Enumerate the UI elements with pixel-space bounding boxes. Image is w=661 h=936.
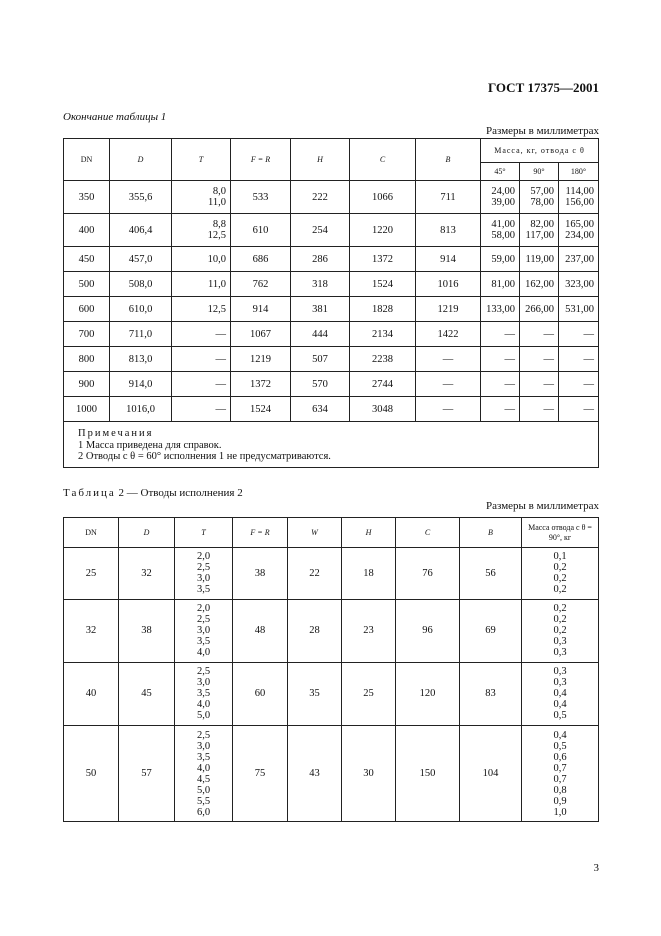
- cell-t-line: —: [215, 328, 226, 340]
- cell-c: 1372: [350, 247, 416, 272]
- cell-c: 1066: [350, 181, 416, 214]
- cell-h: 507: [291, 347, 350, 372]
- cell-fr: 762: [231, 272, 291, 297]
- cell-m45-line: 24,00: [491, 186, 515, 197]
- table-row: [64, 347, 599, 372]
- table-row: [64, 662, 599, 725]
- cell-m180-line: 234,00: [565, 230, 594, 241]
- cell-t: [172, 214, 231, 247]
- cell-m180: [559, 297, 599, 322]
- cell-dn: 350: [64, 181, 110, 214]
- cell-t-line: 3,0: [196, 573, 211, 585]
- cell-m180: [559, 272, 599, 297]
- cell-d: 38: [119, 599, 175, 662]
- cell-c: 150: [396, 725, 460, 822]
- cell-c: 1524: [350, 272, 416, 297]
- cell-m90: [520, 397, 559, 422]
- cell-d: 610,0: [110, 297, 172, 322]
- cell-t-line: 2,5: [196, 666, 211, 678]
- cell-t-line: 11,0: [208, 278, 226, 290]
- cell-c: 76: [396, 548, 460, 600]
- cell-fr: 914: [231, 297, 291, 322]
- cell-mass-line: 0,3: [553, 666, 567, 678]
- cell-m90: [520, 247, 559, 272]
- cell-t: [172, 372, 231, 397]
- cell-mass-line: 0,7: [553, 762, 567, 774]
- cell-mass: [522, 725, 599, 822]
- cell-mass-line: 0,4: [553, 688, 567, 700]
- cell-t-line: 12,5: [207, 230, 226, 241]
- table2-title: [63, 487, 243, 499]
- cell-dn: 700: [64, 322, 110, 347]
- cell-t-line: 2,5: [196, 614, 211, 626]
- t2-header-t: T: [175, 518, 233, 548]
- cell-mass: [522, 548, 599, 600]
- cell-mass-line: 0,7: [553, 773, 567, 785]
- cell-c: 96: [396, 599, 460, 662]
- cell-d: 45: [119, 662, 175, 725]
- cell-fr: 75: [233, 725, 288, 822]
- cell-mass-line: 0,3: [553, 636, 567, 648]
- cell-t-line: 4,0: [196, 762, 211, 774]
- cell-dn: 800: [64, 347, 110, 372]
- table-row: [64, 322, 599, 347]
- cell-t-line: 3,5: [196, 688, 211, 700]
- cell-t-line: 3,0: [196, 677, 211, 689]
- cell-d: 406,4: [110, 214, 172, 247]
- cell-d: 1016,0: [110, 397, 172, 422]
- cell-fr: 686: [231, 247, 291, 272]
- cell-dn: 40: [64, 662, 119, 725]
- cell-t-line: 6,0: [196, 806, 211, 818]
- cell-w: 28: [288, 599, 342, 662]
- cell-m90-line: 57,00: [530, 186, 554, 197]
- cell-t-line: —: [215, 378, 226, 390]
- cell-mass-line: 0,8: [553, 784, 567, 796]
- cell-c: 120: [396, 662, 460, 725]
- cell-t: [172, 247, 231, 272]
- t1-header-t: T: [172, 139, 231, 181]
- cell-t-line: 3,5: [196, 751, 211, 763]
- cell-t: [172, 322, 231, 347]
- cell-t-line: 2,0: [196, 603, 211, 615]
- cell-t: [175, 662, 233, 725]
- cell-t-line: 3,0: [196, 625, 211, 637]
- cell-m90-line: 162,00: [525, 278, 554, 290]
- cell-d: 355,6: [110, 181, 172, 214]
- cell-m90: [520, 372, 559, 397]
- cell-m90-line: —: [543, 353, 554, 365]
- cell-m45-line: 39,00: [491, 197, 515, 208]
- cell-b: 1016: [416, 272, 481, 297]
- cell-mass-line: 0,2: [553, 614, 567, 626]
- cell-m90: [520, 214, 559, 247]
- t1-header-mass: Масса, кг, отвода с θ: [481, 139, 599, 163]
- cell-m45-line: —: [504, 378, 515, 390]
- cell-h: 25: [342, 662, 396, 725]
- cell-d: 457,0: [110, 247, 172, 272]
- cell-d: 508,0: [110, 272, 172, 297]
- table2-title-word: Таблица: [63, 487, 116, 499]
- cell-t: [175, 548, 233, 600]
- cell-fr: 610: [231, 214, 291, 247]
- cell-fr: 1372: [231, 372, 291, 397]
- t1-notes: [64, 422, 599, 468]
- table2: [63, 517, 599, 822]
- table2-units-label: Размеры в миллиметрах: [486, 500, 599, 512]
- cell-m180: [559, 372, 599, 397]
- cell-t-line: 4,0: [196, 647, 211, 659]
- cell-d: 711,0: [110, 322, 172, 347]
- cell-m180: [559, 181, 599, 214]
- standard-designation: ГОСТ 17375—2001: [487, 80, 599, 95]
- table-continuation-label: Окончание таблицы 1: [63, 111, 167, 123]
- cell-t-line: 12,5: [207, 303, 226, 315]
- cell-t-line: 8,0: [212, 186, 226, 197]
- cell-mass-line: 0,6: [553, 751, 567, 763]
- cell-d: 914,0: [110, 372, 172, 397]
- cell-d: 57: [119, 725, 175, 822]
- t2-header-mass: Масса отвода с θ = 90°, кг: [522, 518, 599, 548]
- cell-fr: 60: [233, 662, 288, 725]
- cell-t-line: 8,8: [212, 219, 226, 230]
- table1: [63, 138, 599, 468]
- table-row: [64, 181, 599, 214]
- cell-b: —: [416, 397, 481, 422]
- table-row: [64, 272, 599, 297]
- cell-dn: 400: [64, 214, 110, 247]
- cell-t-line: 4,0: [196, 699, 211, 711]
- cell-m45: [481, 181, 520, 214]
- cell-mass-line: 0,4: [553, 729, 567, 741]
- cell-m90-line: —: [543, 403, 554, 415]
- cell-mass-line: 0,9: [553, 795, 567, 807]
- t1-notes-title: Примечания: [78, 428, 154, 439]
- t2-header-c: C: [396, 518, 460, 548]
- t1-header-c: C: [350, 139, 416, 181]
- cell-m45-line: 81,00: [491, 278, 515, 290]
- cell-b: —: [416, 347, 481, 372]
- cell-b: 711: [416, 181, 481, 214]
- cell-mass-line: 0,1: [553, 551, 567, 563]
- cell-t-line: 5,5: [196, 795, 211, 807]
- cell-m45: [481, 297, 520, 322]
- cell-c: 3048: [350, 397, 416, 422]
- cell-h: 444: [291, 322, 350, 347]
- cell-h: 381: [291, 297, 350, 322]
- cell-m180-line: 323,00: [565, 278, 594, 290]
- cell-b: 83: [460, 662, 522, 725]
- cell-m180-line: —: [583, 378, 594, 390]
- cell-m45: [481, 272, 520, 297]
- cell-h: 30: [342, 725, 396, 822]
- cell-w: 35: [288, 662, 342, 725]
- cell-mass-line: 0,2: [553, 603, 567, 615]
- cell-t: [172, 397, 231, 422]
- cell-m90: [520, 347, 559, 372]
- cell-m45-line: —: [504, 328, 515, 340]
- cell-m45: [481, 347, 520, 372]
- cell-h: 318: [291, 272, 350, 297]
- cell-c: 2134: [350, 322, 416, 347]
- t1-header-m180: 180°: [559, 163, 599, 181]
- cell-m45: [481, 247, 520, 272]
- cell-t: [175, 725, 233, 822]
- cell-mass-line: 0,3: [553, 647, 567, 659]
- cell-t-line: 5,0: [196, 710, 211, 722]
- table2-title-rest: 2 — Отводы исполнения 2: [118, 487, 243, 499]
- t2-header-fr: F = R: [233, 518, 288, 548]
- cell-mass-line: 0,5: [553, 710, 567, 722]
- cell-b: 104: [460, 725, 522, 822]
- t2-header-d: D: [119, 518, 175, 548]
- cell-mass-line: 0,5: [553, 740, 567, 752]
- cell-m90-line: 82,00: [530, 219, 554, 230]
- cell-t-line: 10,0: [207, 253, 226, 265]
- cell-c: 1828: [350, 297, 416, 322]
- cell-h: 18: [342, 548, 396, 600]
- cell-m90-line: 117,00: [525, 230, 554, 241]
- t1-header-m45: 45°: [481, 163, 520, 181]
- t2-header-h: H: [342, 518, 396, 548]
- cell-t: [175, 599, 233, 662]
- cell-t-line: 3,5: [196, 636, 211, 648]
- cell-mass-line: 1,0: [553, 806, 567, 818]
- cell-dn: 500: [64, 272, 110, 297]
- cell-m180: [559, 322, 599, 347]
- cell-t-line: 3,0: [196, 740, 211, 752]
- cell-dn: 32: [64, 599, 119, 662]
- table-row: [64, 214, 599, 247]
- table1-units-label: Размеры в миллиметрах: [486, 125, 599, 137]
- table-row: [64, 372, 599, 397]
- t1-header-h: H: [291, 139, 350, 181]
- cell-b: 56: [460, 548, 522, 600]
- cell-t-line: 2,5: [196, 562, 211, 574]
- cell-h: 634: [291, 397, 350, 422]
- cell-t-line: 3,5: [196, 584, 211, 596]
- cell-w: 43: [288, 725, 342, 822]
- cell-h: 222: [291, 181, 350, 214]
- cell-t: [172, 181, 231, 214]
- table-row: [64, 247, 599, 272]
- cell-c: 1220: [350, 214, 416, 247]
- cell-m45-line: —: [504, 403, 515, 415]
- cell-dn: 50: [64, 725, 119, 822]
- cell-t-line: 11,0: [208, 197, 226, 208]
- cell-m45-line: —: [504, 353, 515, 365]
- cell-mass-line: 0,2: [553, 625, 567, 637]
- t1-note-1: 1 Масса приведена для справок.: [78, 439, 222, 451]
- cell-m180: [559, 214, 599, 247]
- cell-dn: 600: [64, 297, 110, 322]
- cell-b: 914: [416, 247, 481, 272]
- cell-mass-line: 0,4: [553, 699, 567, 711]
- t1-header-m90: 90°: [520, 163, 559, 181]
- t1-note-2: 2 Отводы с θ = 60° исполнения 1 не предусматриваются.: [78, 451, 331, 462]
- cell-h: 570: [291, 372, 350, 397]
- cell-m45-line: 59,00: [491, 253, 515, 265]
- cell-t-line: —: [215, 403, 226, 415]
- cell-m90: [520, 272, 559, 297]
- t1-header-b: B: [416, 139, 481, 181]
- cell-t: [172, 272, 231, 297]
- cell-m45: [481, 372, 520, 397]
- cell-c: 2744: [350, 372, 416, 397]
- cell-m180: [559, 247, 599, 272]
- cell-m180-line: 114,00: [565, 186, 594, 197]
- cell-t-line: —: [215, 353, 226, 365]
- cell-d: 813,0: [110, 347, 172, 372]
- cell-t-line: 5,0: [196, 784, 211, 796]
- cell-t-line: 2,5: [196, 729, 211, 741]
- cell-fr: 1524: [231, 397, 291, 422]
- cell-m90-line: —: [543, 328, 554, 340]
- cell-mass-line: 0,2: [553, 562, 567, 574]
- cell-m180: [559, 347, 599, 372]
- cell-m180-line: 237,00: [565, 253, 594, 265]
- cell-d: 32: [119, 548, 175, 600]
- cell-fr: 48: [233, 599, 288, 662]
- cell-b: 1219: [416, 297, 481, 322]
- cell-m180-line: —: [583, 403, 594, 415]
- cell-h: 23: [342, 599, 396, 662]
- table-row: [64, 725, 599, 822]
- cell-m180-line: 165,00: [565, 219, 594, 230]
- cell-m90-line: 78,00: [530, 197, 554, 208]
- cell-fr: 533: [231, 181, 291, 214]
- cell-m45-line: 133,00: [486, 303, 515, 315]
- cell-m45: [481, 322, 520, 347]
- cell-dn: 450: [64, 247, 110, 272]
- cell-m180-line: 156,00: [565, 197, 594, 208]
- t1-header-d: D: [110, 139, 172, 181]
- cell-c: 2238: [350, 347, 416, 372]
- cell-m45: [481, 397, 520, 422]
- cell-m90: [520, 322, 559, 347]
- table-row: [64, 548, 599, 600]
- cell-m180-line: —: [583, 353, 594, 365]
- cell-fr: 1067: [231, 322, 291, 347]
- cell-fr: 38: [233, 548, 288, 600]
- cell-h: 286: [291, 247, 350, 272]
- cell-dn: 900: [64, 372, 110, 397]
- cell-t: [172, 347, 231, 372]
- cell-mass-line: 0,2: [553, 573, 567, 585]
- cell-t-line: 4,5: [196, 773, 211, 785]
- page-number: 3: [593, 862, 599, 874]
- table-row: [64, 599, 599, 662]
- cell-mass-line: 0,3: [553, 677, 567, 689]
- t2-header-b: B: [460, 518, 522, 548]
- t1-header-fr: F = R: [231, 139, 291, 181]
- t1-header-dn: DN: [64, 139, 110, 181]
- cell-m180-line: 531,00: [565, 303, 594, 315]
- cell-m90-line: —: [543, 378, 554, 390]
- t2-header-dn: DN: [64, 518, 119, 548]
- cell-b: —: [416, 372, 481, 397]
- cell-h: 254: [291, 214, 350, 247]
- cell-m90: [520, 297, 559, 322]
- cell-mass: [522, 662, 599, 725]
- cell-mass: [522, 599, 599, 662]
- cell-m90-line: 119,00: [525, 253, 554, 265]
- cell-m90: [520, 181, 559, 214]
- t2-header-w: W: [288, 518, 342, 548]
- cell-m90-line: 266,00: [525, 303, 554, 315]
- table-row: [64, 297, 599, 322]
- cell-m45-line: 41,00: [491, 219, 515, 230]
- cell-m180: [559, 397, 599, 422]
- cell-b: 813: [416, 214, 481, 247]
- table-row: [64, 397, 599, 422]
- cell-t: [172, 297, 231, 322]
- cell-m45: [481, 214, 520, 247]
- cell-w: 22: [288, 548, 342, 600]
- cell-fr: 1219: [231, 347, 291, 372]
- cell-dn: 1000: [64, 397, 110, 422]
- cell-m180-line: —: [583, 328, 594, 340]
- cell-m45-line: 58,00: [491, 230, 515, 241]
- cell-t-line: 2,0: [196, 551, 211, 563]
- cell-b: 1422: [416, 322, 481, 347]
- cell-mass-line: 0,2: [553, 584, 567, 596]
- cell-b: 69: [460, 599, 522, 662]
- cell-dn: 25: [64, 548, 119, 600]
